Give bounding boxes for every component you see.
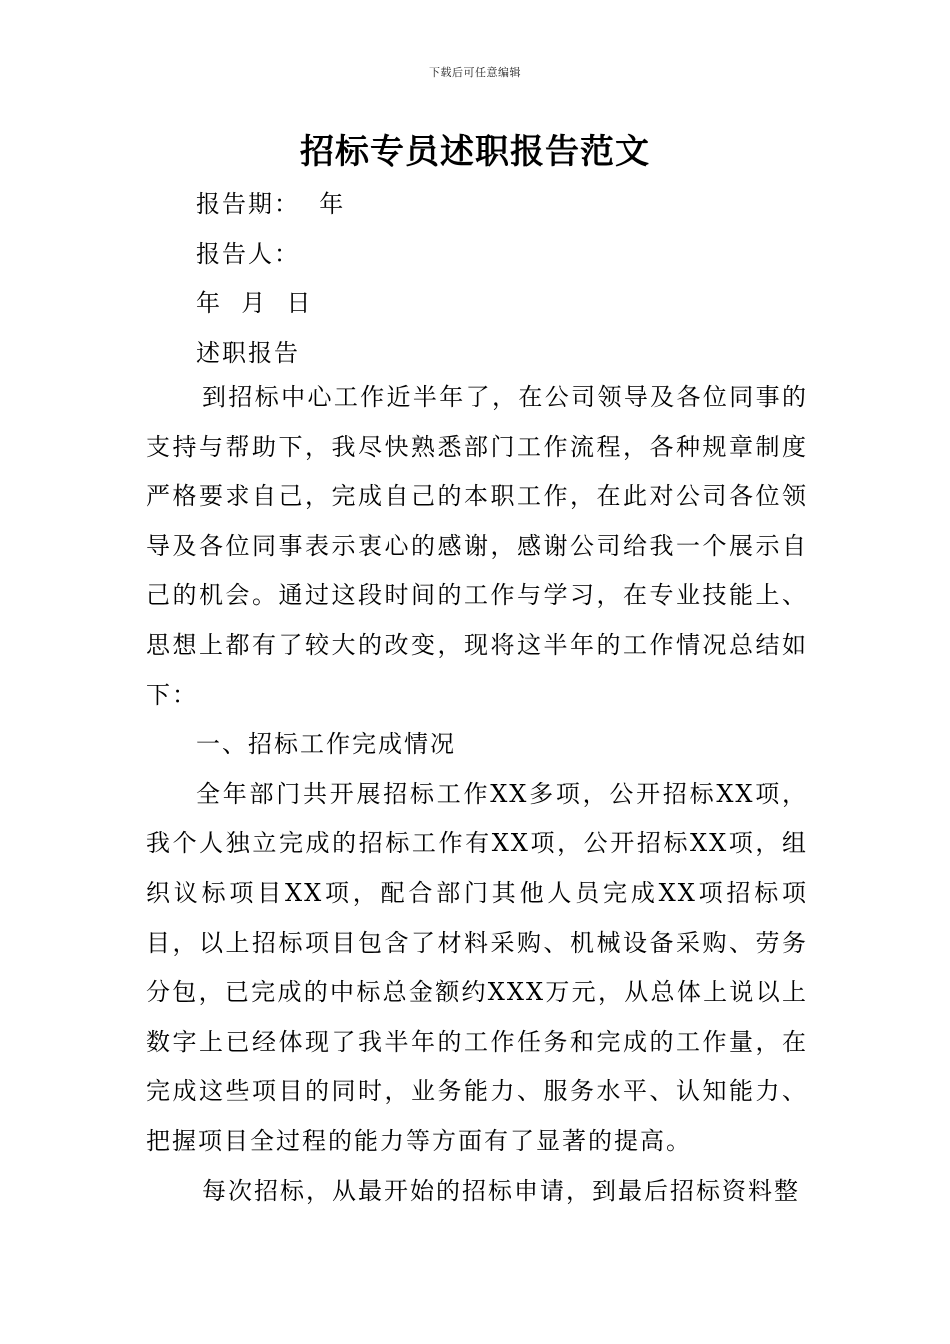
intro-paragraph: 到招标中心工作近半年了，在公司领导及各位同事的支持与帮助下，我尽快熟悉部门工作流程，各种规章制度严格要求自己，完成自己的本职工作，在此对公司各位领导及各位同事表示衷心的感谢，感谢公司给我一个展示自己的机会。通过这段时间的工作与学习，在专业技能上、思想上都有了较大的改变，现将这半年的工作情况总结如下： bbox=[146, 383, 808, 709]
report-label: 述职报告 bbox=[196, 339, 300, 367]
header-note: 下载后可任意编辑 bbox=[429, 66, 521, 79]
document-title: 招标专员述职报告范文 bbox=[300, 132, 650, 172]
report-period-line: 报告期： 年 bbox=[196, 190, 346, 218]
body-text bbox=[146, 373, 808, 1216]
section-heading: 一、招标工作完成情况 bbox=[196, 730, 456, 759]
section-paragraph: 全年部门共开展招标工作XX多项，公开招标XX项，我个人独立完成的招标工作有XX项，公开招标XX项，组织议标项目XX项，配合部门其他人员完成XX项招标项目，以上招标项目包含了材料采购、机械设备采购、劳务分包，已完成的中标总金额约XXX万元，从总体上说以上数字上已经体现了我半年的工作任务和完成的工作量，在完成这些项目的同时，业务能力、服务水平、认知能力、把握项目全过程的能力等方面有了显著的提高。 bbox=[146, 779, 808, 1155]
date-line: 年 月 日 bbox=[196, 289, 313, 317]
next-paragraph: 每次招标，从最开始的招标申请，到最后招标资料整 bbox=[202, 1176, 800, 1205]
reporter-line: 报告人： bbox=[196, 240, 300, 268]
